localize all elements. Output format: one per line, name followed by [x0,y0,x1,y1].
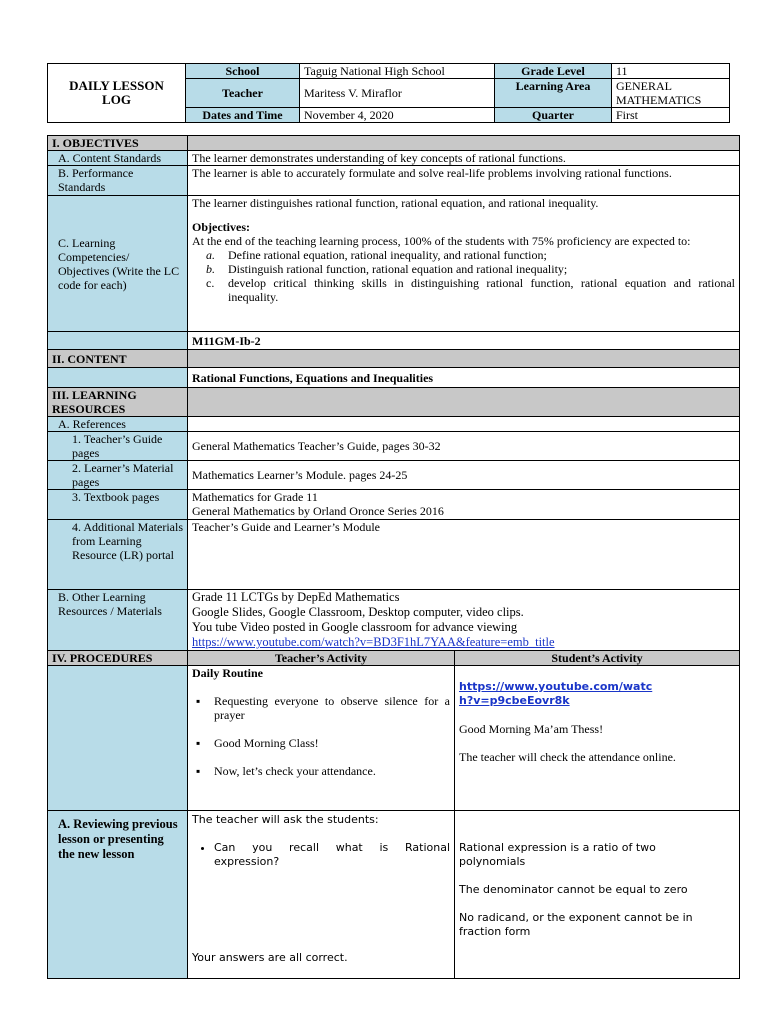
learning-area-value: GENERAL MATHEMATICS [612,79,730,108]
textbook-line: General Mathematics by Orland Oronce Series 2016 [192,504,444,518]
daily-routine-student [455,666,740,811]
quarter-label: Quarter [495,108,612,123]
learning-competencies-label: C. Learning Competencies/ Objectives (Write the LC code for each) [48,196,188,332]
daily-routine-label-cell [48,666,188,811]
objective-marker: b. [206,262,215,276]
routine-list [192,694,450,778]
content-standards-value: The learner demonstrates understanding of key concepts of rational functions. [188,151,740,166]
daily-routine-heading: Daily Routine [192,666,264,680]
objective-marker: a. [206,248,215,262]
objectives-intro: At the end of the teaching learning process, 100% of the students with 75% proficiency are expected to: [192,234,691,248]
routine-item: ▪ Good Morning Class! [192,736,450,750]
other-resources-value [188,590,740,651]
learning-competencies-value [188,196,740,332]
quarter-value: First [612,108,730,123]
content-standards-label: A. Content Standards [48,151,188,166]
lesson-log-table [47,135,740,979]
references-label: A. References [48,417,188,432]
students-activity-header: Student’s Activity [455,651,740,666]
other-resources-label: B. Other Learning Resources / Materials [48,590,188,651]
objectives-list [192,248,735,304]
references-fill [188,417,740,432]
content-section-label: II. CONTENT [48,350,188,368]
dates-label: Dates and Time [186,108,300,123]
textbook-value [188,490,740,520]
review-question: • Can you recall what is Rational expression? [214,841,450,869]
review-question-list [192,841,450,869]
teachers-guide-value: General Mathematics Teacher’s Guide, pages 30-32 [188,432,740,461]
teachers-activity-header: Teacher’s Activity [188,651,455,666]
lr-portal-label: 4. Additional Materials from Learning Resource (LR) portal [48,520,188,590]
objective-text: Distinguish rational function, rational equation and rational inequality; [228,262,568,276]
lc-code: M11GM-Ib-2 [188,332,740,350]
dates-value: November 4, 2020 [300,108,495,123]
objective-marker: c. [206,276,215,290]
school-label: School [186,64,300,79]
grade-level-value: 11 [612,64,730,79]
objective-item [206,248,735,262]
objectives-heading: Objectives: [192,220,250,234]
objectives-section-label: I. OBJECTIVES [48,136,188,151]
teacher-label: Teacher [186,79,300,108]
content-topic-label-cell [48,368,188,388]
school-value: Taguig National High School [300,64,495,79]
content-topic: Rational Functions, Equations and Inequalities [188,368,740,388]
lr-portal-value: Teacher’s Guide and Learner’s Module [188,520,740,590]
review-closing: Your answers are all correct. [192,951,348,964]
routine-item: ▪ Requesting everyone to observe silence for a prayer [192,694,450,722]
student-attendance-note: The teacher will check the attendance online. [459,750,676,764]
review-student [455,811,740,979]
review-lesson-label [48,811,188,979]
review-lesson-text: A. Reviewing previous lesson or presenting the new lesson [58,817,178,861]
learners-material-label: 2. Learner’s Material pages [48,461,188,490]
other-resources-line: Google Slides, Google Classroom, Desktop computer, video clips. [192,605,524,619]
resources-section-label: III. LEARNING RESOURCES [48,388,188,417]
other-resources-line: You tube Video posted in Google classroom for advance viewing [192,620,518,634]
review-answer: Rational expression is a ratio of two polynomials [459,841,656,868]
objective-text: Define rational equation, rational inequality, and rational function; [228,248,547,262]
performance-standards-label: B. Performance Standards [48,166,188,196]
review-teacher [188,811,455,979]
textbook-line: Mathematics for Grade 11 [192,490,318,504]
procedures-section-label: IV. PROCEDURES [48,651,188,666]
header-table [47,63,730,123]
lc-code-label-cell [48,332,188,350]
objective-item [206,276,735,304]
resources-section-fill [188,388,740,417]
competency-text: The learner distinguishes rational function, rational equation, and rational inequality. [192,196,599,210]
routine-item: ▪ Now, let’s check your attendance. [192,764,450,778]
daily-routine-teacher [188,666,455,811]
objective-text: develop critical thinking skills in distinguishing rational function, rational equation and rational inequality. [228,276,735,304]
objective-item [206,262,735,276]
other-resources-line: Grade 11 LCTGs by DepEd Mathematics [192,590,400,604]
content-section-fill [188,350,740,368]
review-answer: The denominator cannot be equal to zero [459,883,688,896]
teacher-value: Maritess V. Miraflor [300,79,495,108]
learning-area-label: Learning Area [495,79,612,108]
youtube-video-link[interactable]: https://www.youtube.com/watch?v=BD3F1hL7YAA&feature=emb_title [192,635,555,649]
review-intro: The teacher will ask the students: [192,813,379,826]
teachers-guide-label: 1. Teacher’s Guide pages [48,432,188,461]
objectives-section-fill [188,136,740,151]
review-answer: No radicand, or the exponent cannot be in fraction form [459,911,693,938]
performance-standards-value: The learner is able to accurately formulate and solve real-life problems involving rational functions. [188,166,740,196]
grade-level-label: Grade Level [495,64,612,79]
daily-lesson-log-title: DAILY LESSON LOG [48,64,186,123]
student-greeting: Good Morning Ma’am Thess! [459,722,604,736]
student-video-link[interactable]: https://www.youtube.com/watch?v=p9cbeEovr8k [459,680,653,707]
learners-material-value: Mathematics Learner’s Module. pages 24-25 [188,461,740,490]
textbook-label: 3. Textbook pages [48,490,188,520]
